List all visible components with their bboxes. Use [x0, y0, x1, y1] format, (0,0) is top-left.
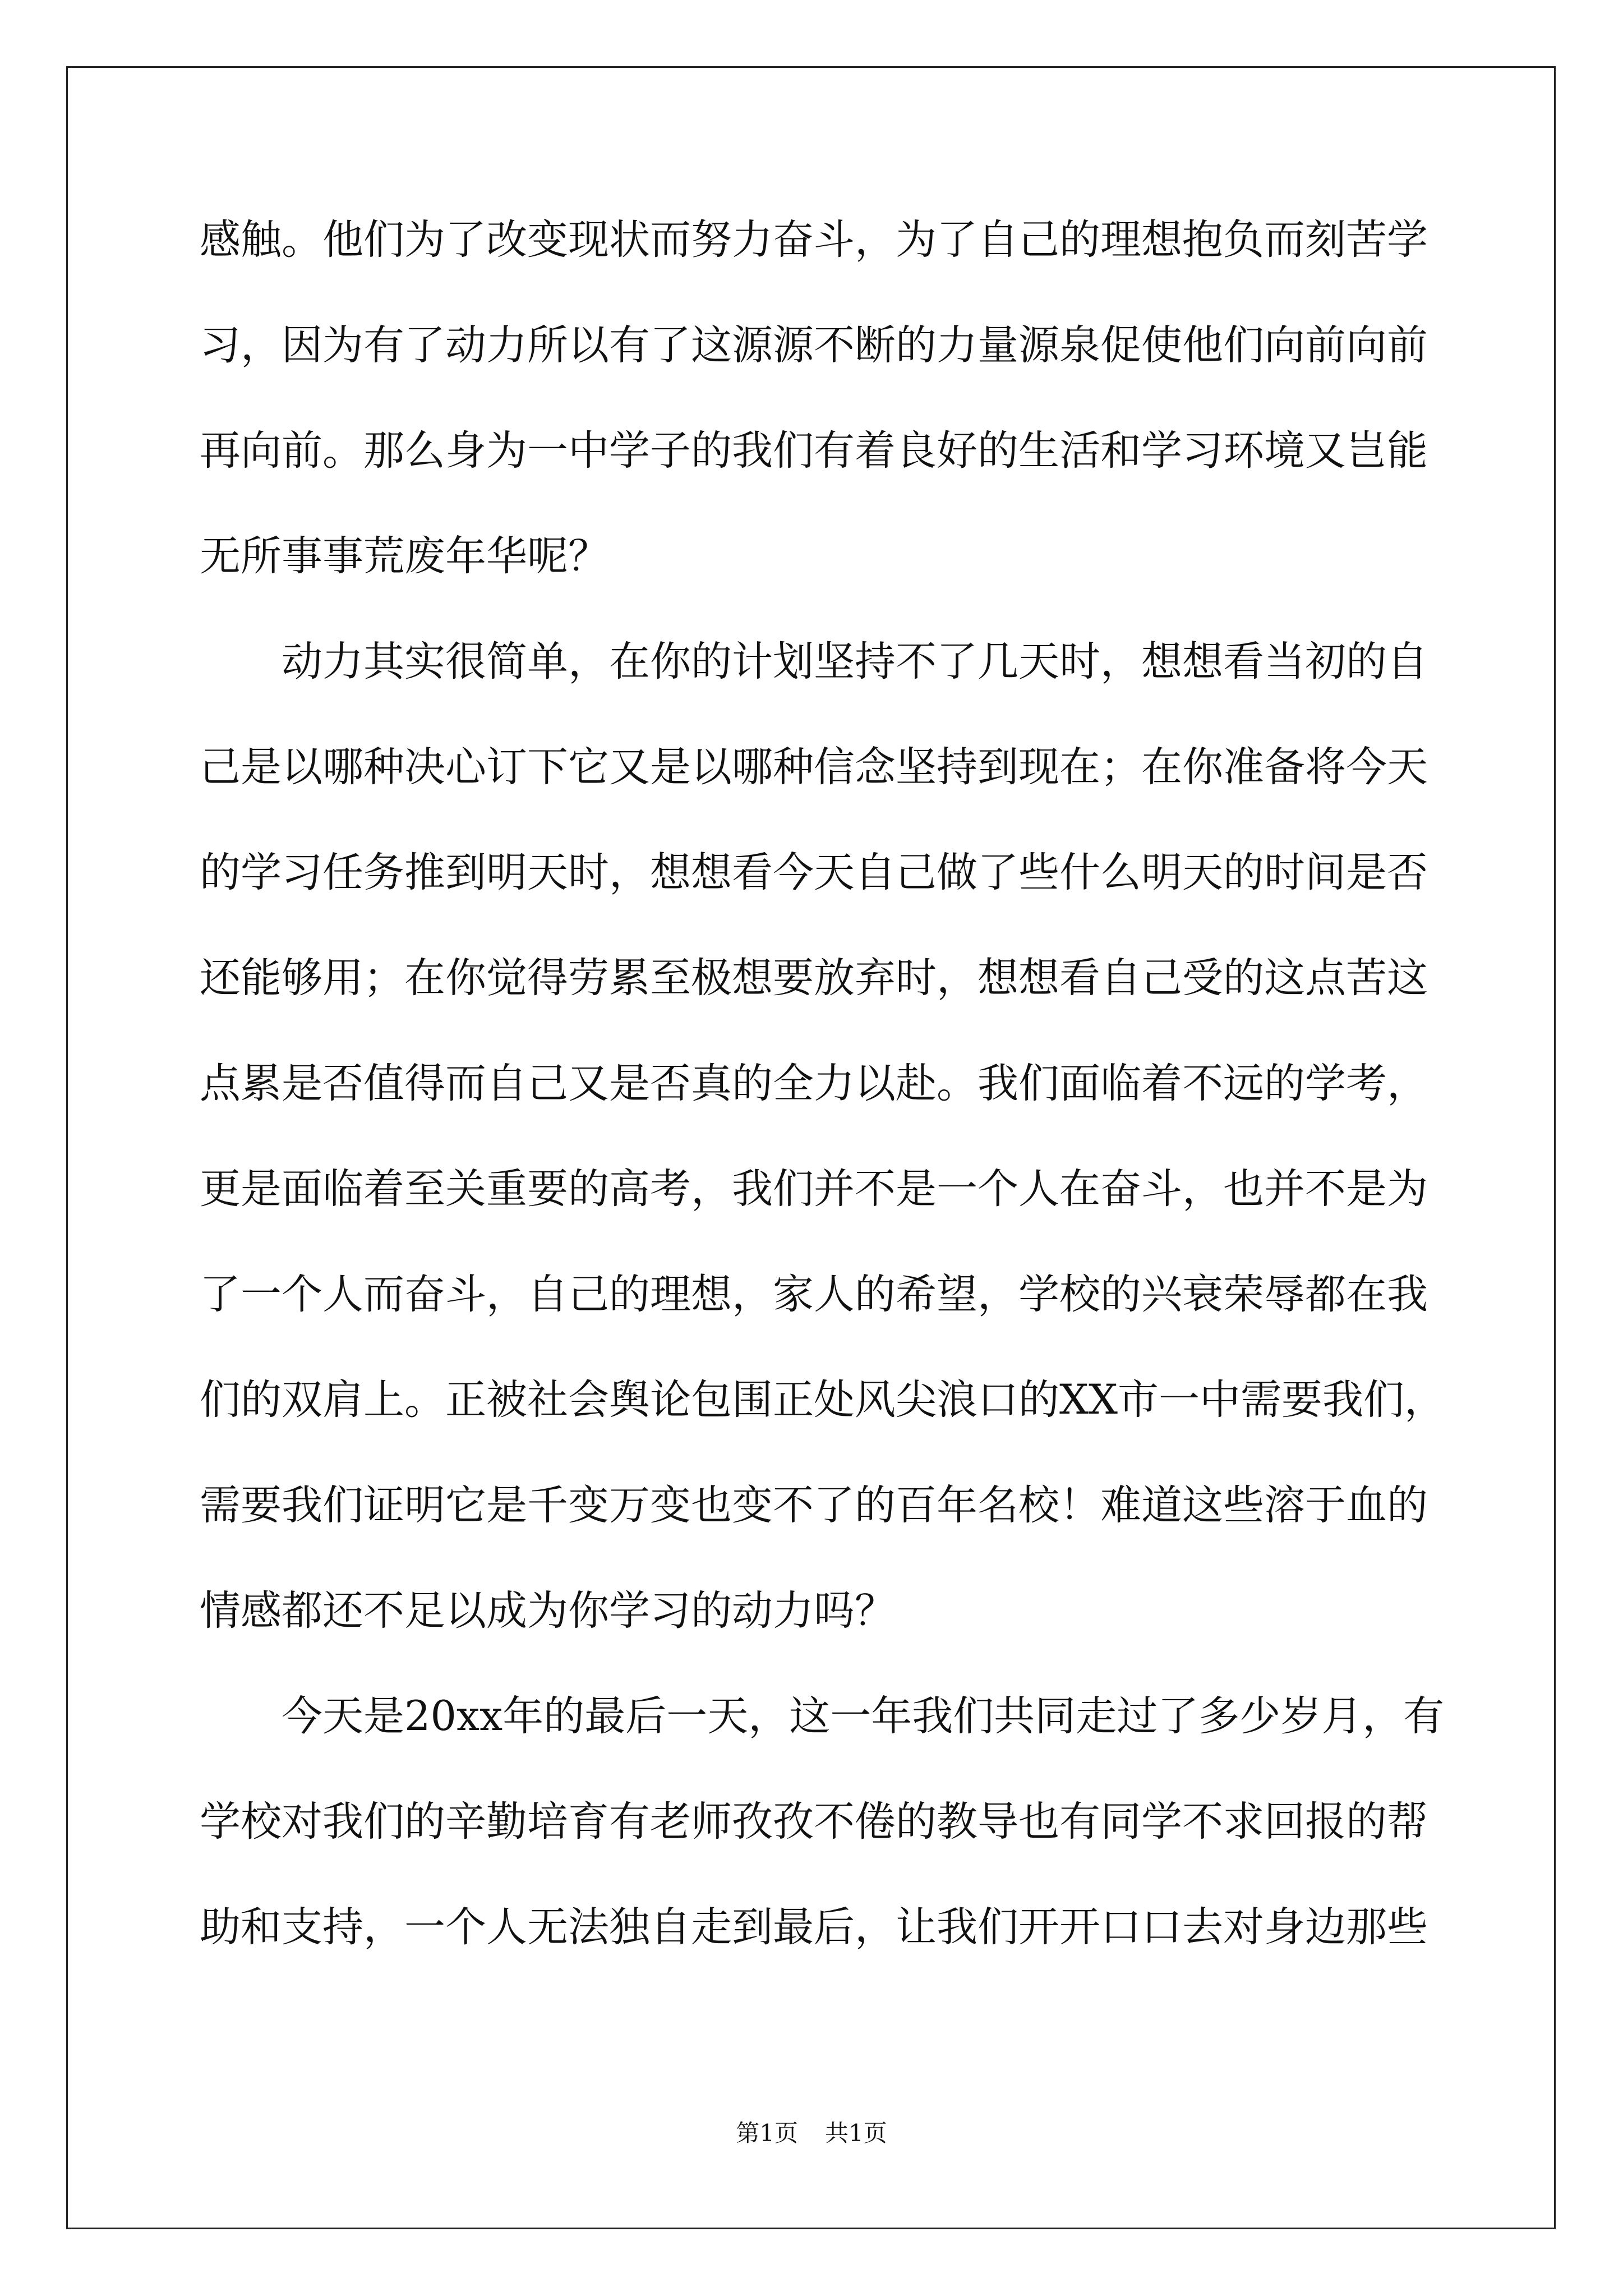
- page-total: 共1页: [825, 2119, 887, 2147]
- body-line-13: 需要我们证明它是千变万变也变不了的百年名校！难道这些溶于血的: [200, 1481, 1428, 1529]
- body-line-7: 的学习任务推到明天时，想想看今天自己做了些什么明天的时间是否: [200, 849, 1428, 896]
- body-line-16: 学校对我们的辛勤培育有老师孜孜不倦的教导也有同学不求回报的帮: [200, 1798, 1428, 1846]
- body-line-4: 无所事事荒废年华呢？: [200, 532, 609, 580]
- body-line-9: 点累是否值得而自己又是否真的全力以赴。我们面临着不远的学考，: [200, 1060, 1428, 1107]
- body-line-15: 今天是20xx年的最后一天，这一年我们共同走过了多少岁月，有: [200, 1692, 1445, 1740]
- body-line-17: 助和支持，一个人无法独自走到最后，让我们开开口口去对身边那些: [200, 1903, 1428, 1951]
- body-line-3: 再向前。那么身为一中学子的我们有着良好的生活和学习环境又岂能: [200, 427, 1428, 475]
- body-line-6: 己是以哪种决心订下它又是以哪种信念坚持到现在；在你准备将今天: [200, 743, 1428, 791]
- page-number: 第1页: [736, 2119, 798, 2147]
- body-line-2: 习，因为有了动力所以有了这源源不断的力量源泉促使他们向前向前: [200, 321, 1428, 369]
- body-line-5: 动力其实很简单，在你的计划坚持不了几天时，想想看当初的自: [200, 638, 1428, 685]
- body-line-8: 还能够用；在你觉得劳累至极想要放弃时，想想看自己受的这点苦这: [200, 954, 1428, 1002]
- body-line-10: 更是面临着至关重要的高考，我们并不是一个人在奋斗，也并不是为: [200, 1165, 1428, 1213]
- body-line-14: 情感都还不足以成为你学习的动力吗？: [200, 1587, 896, 1635]
- body-line-11: 了一个人而奋斗，自己的理想，家人的希望，学校的兴衰荣辱都在我: [200, 1271, 1428, 1318]
- body-line-12: 们的双肩上。正被社会舆论包围正处风尖浪口的XX市一中需要我们，: [200, 1376, 1445, 1424]
- page-footer: [0, 2116, 1623, 2150]
- body-line-1: 感触。他们为了改变现状而努力奋斗，为了自己的理想抱负而刻苦学: [200, 216, 1428, 264]
